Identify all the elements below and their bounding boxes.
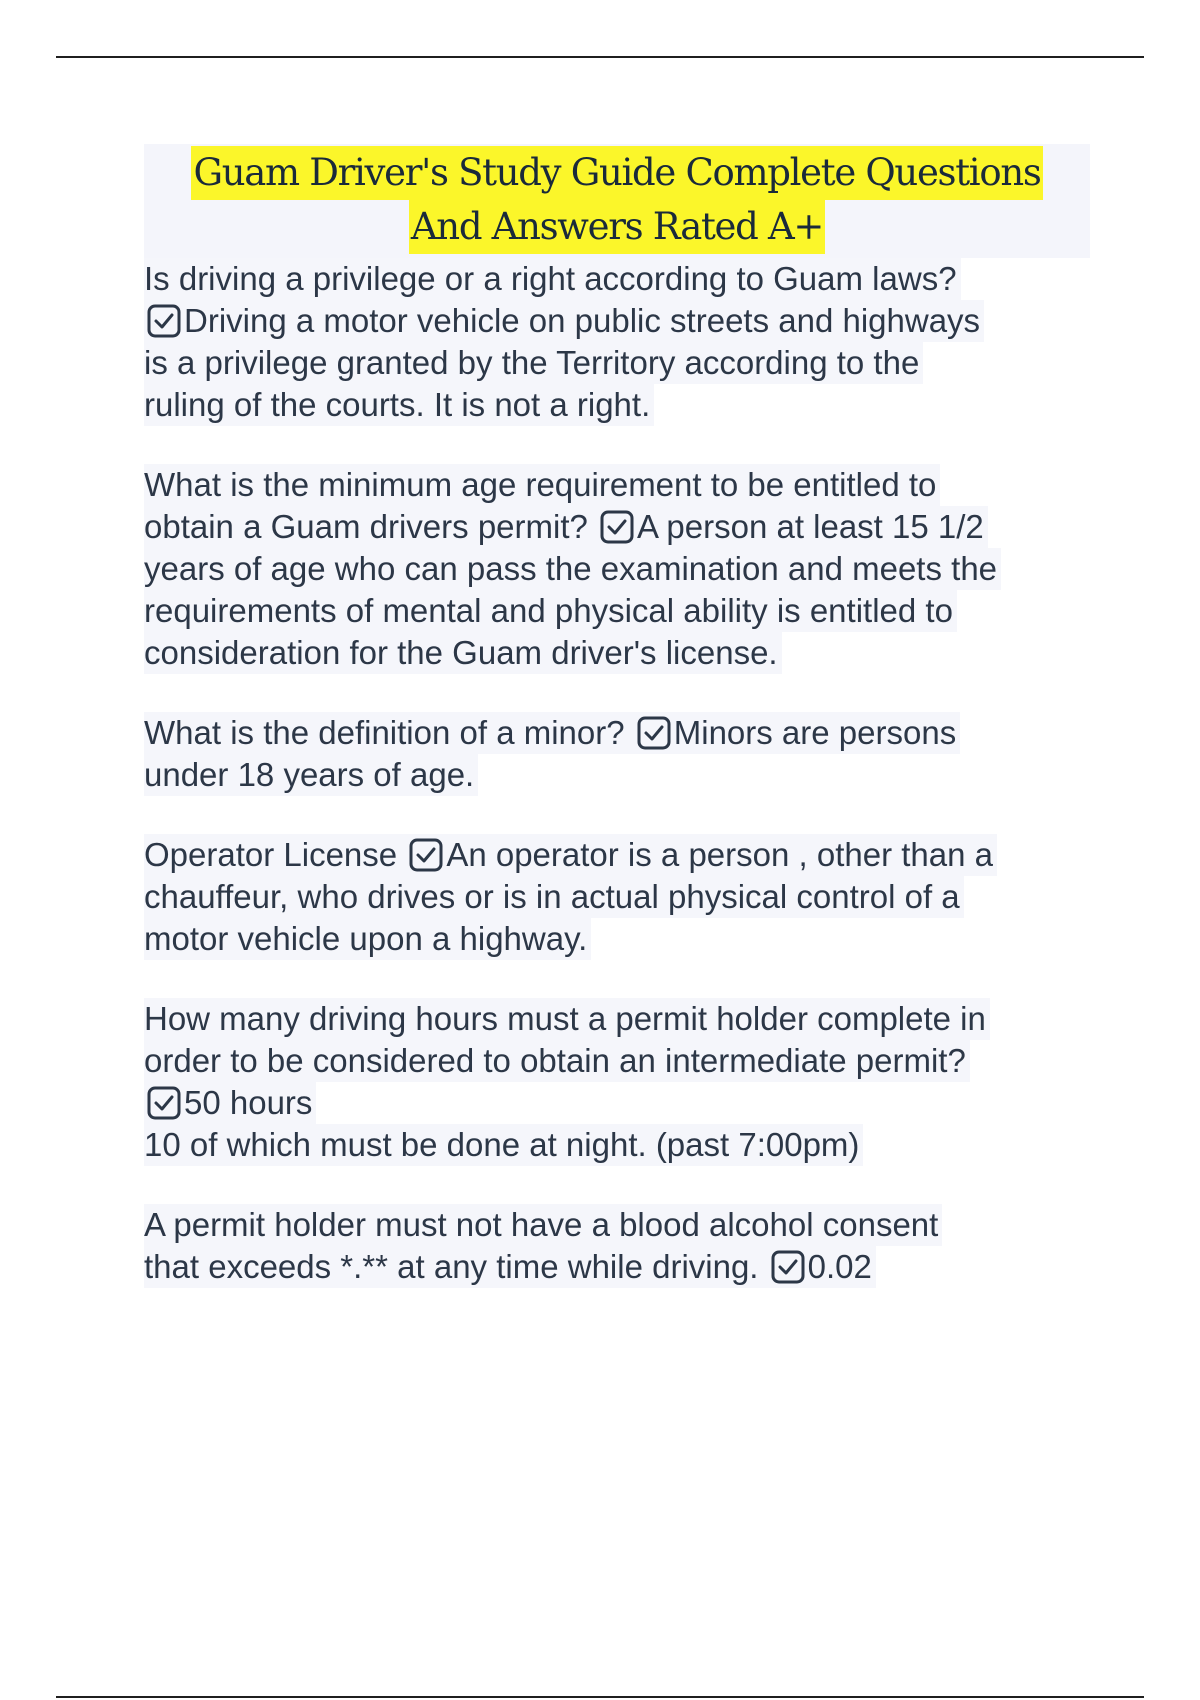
check-icon: [600, 510, 634, 544]
document-body: [144, 144, 1090, 1326]
text-line: [144, 1082, 316, 1124]
text-segment: Minors are persons: [673, 714, 957, 751]
text-segment: What is the minimum age requirement to be entitled to: [144, 466, 937, 503]
text-segment: under 18 years of age.: [144, 756, 475, 793]
text-line: [144, 506, 988, 548]
check-icon: [147, 304, 181, 338]
text-segment: A person at least 15 1/2: [637, 508, 984, 545]
text-line: [144, 1124, 863, 1166]
bottom-rule: [56, 1696, 1144, 1698]
text-segment: 50 hours: [184, 1084, 313, 1121]
text-segment: Operator License: [144, 836, 407, 873]
text-line: [144, 1246, 876, 1288]
text-line: [144, 998, 990, 1040]
text-segment: years of age who can pass the examination and meets the: [144, 550, 998, 587]
check-icon: [637, 716, 671, 750]
text-segment: Is driving a privilege or a right according to Guam laws?: [144, 260, 957, 297]
text-segment: chauffeur, who drives or is in actual physical control of a: [144, 878, 960, 915]
text-line: [144, 1040, 970, 1082]
text-segment: An operator is a person , other than a: [446, 836, 993, 873]
text-segment: 0.02: [807, 1248, 872, 1285]
qa-item: [144, 712, 1090, 796]
text-segment: 10 of which must be done at night. (past 7:00pm): [144, 1126, 860, 1163]
text-segment: consideration for the Guam driver's license.: [144, 634, 778, 671]
text-segment: requirements of mental and physical ability is entitled to: [144, 592, 953, 629]
text-segment: How many driving hours must a permit holder complete in: [144, 1000, 986, 1037]
text-segment: obtain a Guam drivers permit?: [144, 508, 598, 545]
qa-item: [144, 1204, 1090, 1288]
qa-item: [144, 258, 1090, 426]
text-line: [144, 632, 782, 674]
text-line: [144, 754, 478, 796]
text-segment: order to be considered to obtain an intermediate permit?: [144, 1042, 966, 1079]
text-segment: is a privilege granted by the Territory according to the: [144, 344, 920, 381]
text-line: [144, 590, 957, 632]
check-icon: [147, 1086, 181, 1120]
check-icon: [771, 1250, 805, 1284]
qa-item: [144, 464, 1090, 674]
text-line: [144, 258, 961, 300]
text-line: [144, 876, 964, 918]
title-line-1: Guam Driver's Study Guide Complete Questions: [191, 146, 1042, 200]
text-line: [144, 712, 960, 754]
text-segment: A permit holder must not have a blood alcohol consent: [144, 1206, 939, 1243]
text-segment: Driving a motor vehicle on public streets and highways: [184, 302, 981, 339]
text-segment: What is the definition of a minor?: [144, 714, 634, 751]
qa-list: [144, 258, 1090, 1288]
text-line: [144, 918, 591, 960]
title-line-2: And Answers Rated A+: [409, 200, 825, 254]
text-line: [144, 342, 923, 384]
text-segment: that exceeds *.** at any time while driving.: [144, 1248, 768, 1285]
text-line: [144, 464, 940, 506]
top-rule: [56, 56, 1144, 58]
qa-item: [144, 998, 1090, 1166]
text-line: [144, 384, 654, 426]
text-line: [144, 548, 1001, 590]
text-line: [144, 1204, 942, 1246]
check-icon: [409, 838, 443, 872]
text-line: [144, 300, 984, 342]
document-title: [144, 144, 1090, 258]
text-segment: motor vehicle upon a highway.: [144, 920, 588, 957]
text-line: [144, 834, 997, 876]
text-segment: ruling of the courts. It is not a right.: [144, 386, 651, 423]
qa-item: [144, 834, 1090, 960]
